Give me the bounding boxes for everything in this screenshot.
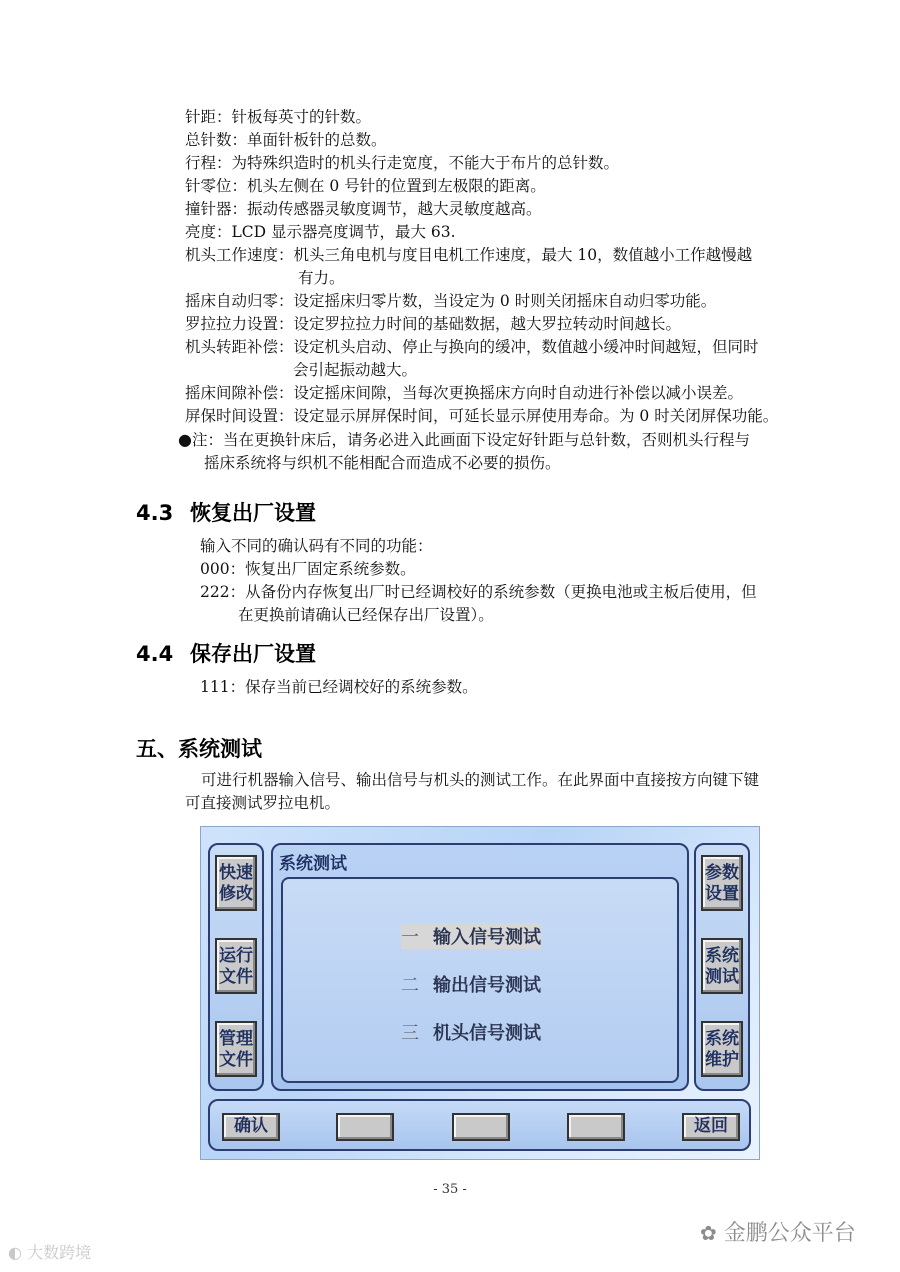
manage-file-button[interactable]: 管理 文件 bbox=[215, 1021, 257, 1077]
section-4-3-body bbox=[200, 535, 757, 627]
s43-line1: 输入不同的确认码有不同的功能： bbox=[200, 537, 433, 555]
param-racking-gap: 摇床间隙补偿：设定摇床间隙，当每次更换摇床方向时自动进行补偿以减小误差。 bbox=[185, 384, 744, 402]
note bbox=[178, 428, 773, 475]
right-button-panel bbox=[694, 843, 750, 1091]
confirm-button[interactable]: 确认 bbox=[222, 1113, 280, 1141]
menu-item-input-test[interactable]: 一 输入信号测试 bbox=[401, 923, 541, 949]
panel-title: 系统测试 bbox=[279, 854, 347, 874]
quick-edit-button[interactable]: 快速 修改 bbox=[215, 855, 257, 911]
param-needle-zero: 针零位：机头左侧在 0 号针的位置到左极限的距离。 bbox=[185, 177, 546, 195]
s43-line4: 在更换前请确认已经保存出厂设置）。 bbox=[238, 606, 494, 624]
param-total-needles: 总针数：单面针板针的总数。 bbox=[185, 131, 387, 149]
menu-area bbox=[281, 877, 679, 1083]
param-racking-zero: 摇床自动归零：设定摇床归零片数，当设定为 0 时则关闭摇床自动归零功能。 bbox=[185, 292, 717, 310]
param-head-speed-cont: 有力。 bbox=[298, 269, 345, 287]
s5-line2: 可直接测试罗拉电机。 bbox=[185, 794, 341, 812]
blank-button-1[interactable] bbox=[336, 1113, 394, 1141]
system-maintenance-button[interactable]: 系统 维护 bbox=[701, 1021, 743, 1077]
left-button-panel bbox=[208, 843, 264, 1091]
page-number: - 35 - bbox=[433, 1182, 467, 1197]
heading-4-4: 4.4 保存出厂设置 bbox=[136, 642, 316, 666]
s5-line1: 可进行机器输入信号、输出信号与机头的测试工作。在此界面中直接按方向键下键 bbox=[201, 771, 760, 789]
param-brightness: 亮度：LCD 显示器亮度调节，最大 63. bbox=[185, 223, 456, 241]
section-5-body bbox=[185, 769, 775, 815]
s43-line2: 000：恢复出厂固定系统参数。 bbox=[200, 560, 416, 578]
param-roller-tension: 罗拉拉力设置：设定罗拉拉力时间的基础数据，越大罗拉转动时间越长。 bbox=[185, 315, 682, 333]
blank-button-3[interactable] bbox=[567, 1113, 625, 1141]
lcd-screenshot bbox=[200, 826, 760, 1160]
note-line1: 注：当在更换针床后，请务必进入此画面下设定好针距与总针数，否则机头行程与 bbox=[191, 431, 750, 449]
note-line2: 摇床系统将与织机不能相配合而造成不必要的损伤。 bbox=[204, 454, 561, 472]
param-list bbox=[185, 106, 779, 428]
param-needle-pitch: 针距：针板每英寸的针数。 bbox=[185, 108, 372, 126]
back-button[interactable]: 返回 bbox=[682, 1113, 740, 1141]
watermark-right: ✿ 金鹏公众平台 bbox=[700, 1221, 856, 1246]
menu-item-output-test[interactable]: 二 输出信号测试 bbox=[401, 975, 541, 996]
param-head-speed: 机头工作速度：机头三角电机与度目电机工作速度，最大 10，数值越小工作越慢越 bbox=[185, 246, 753, 264]
wechat-icon: ✿ bbox=[700, 1221, 717, 1245]
watermark-left: ◐ 大数跨境 bbox=[8, 1243, 92, 1262]
bottom-button-bar bbox=[208, 1099, 751, 1151]
note-bullet: ● bbox=[178, 430, 192, 449]
param-settings-button[interactable]: 参数 设置 bbox=[701, 855, 743, 911]
section-4-4-body bbox=[200, 676, 478, 699]
run-file-button[interactable]: 运行 文件 bbox=[215, 938, 257, 994]
param-striker: 撞针器：振动传感器灵敏度调节，越大灵敏度越高。 bbox=[185, 200, 542, 218]
param-head-torque: 机头转距补偿：设定机头启动、停止与换向的缓冲，数值越小缓冲时间越短，但同时 bbox=[185, 338, 759, 356]
param-head-torque-cont: 会引起振动越大。 bbox=[293, 361, 418, 379]
logo-icon: ◐ bbox=[8, 1243, 22, 1262]
system-test-button[interactable]: 系统 测试 bbox=[701, 938, 743, 994]
blank-button-2[interactable] bbox=[452, 1113, 510, 1141]
s44-line1: 111：保存当前已经调校好的系统参数。 bbox=[200, 678, 478, 696]
param-travel: 行程：为特殊织造时的机头行走宽度，不能大于布片的总针数。 bbox=[185, 154, 620, 172]
system-test-panel bbox=[271, 843, 689, 1091]
heading-4-3: 4.3 恢复出厂设置 bbox=[136, 501, 316, 525]
heading-5: 五、系统测试 bbox=[136, 737, 262, 761]
s43-line3: 222：从备份内存恢复出厂时已经调校好的系统参数（更换电池或主板后使用，但 bbox=[200, 583, 757, 601]
param-screensaver: 屏保时间设置：设定显示屏屏保时间，可延长显示屏使用寿命。为 0 时关闭屏保功能。 bbox=[185, 407, 779, 425]
menu-item-head-test[interactable]: 三 机头信号测试 bbox=[401, 1023, 541, 1044]
